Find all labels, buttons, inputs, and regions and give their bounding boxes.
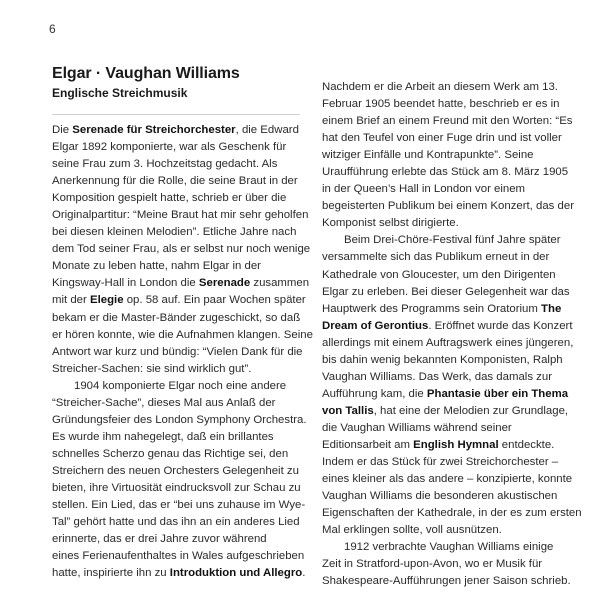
text-run: in der Queen’s Hall in London vor einem bbox=[322, 183, 526, 196]
text-line bbox=[52, 310, 300, 327]
bold-text: The bbox=[541, 302, 562, 315]
text-run: Mal erklingen sollte, voll ausnützen. bbox=[322, 524, 502, 537]
text-line bbox=[52, 548, 305, 565]
text-line bbox=[52, 531, 300, 548]
text-run: Komposition gespielt hatte, schrieb er über die bbox=[52, 192, 287, 205]
text-run: begeisterten Publikum bei einem Konzert, das der bbox=[322, 200, 575, 213]
text-line bbox=[322, 301, 580, 318]
text-run: seine Frau zum 3. Hochzeitstag gedacht. Als bbox=[52, 158, 278, 171]
text-line bbox=[322, 147, 580, 164]
text-run: eines Ferienaufenthaltes in Wales aufgeschrieben bbox=[52, 550, 305, 563]
bold-text: English Hymnal bbox=[413, 438, 499, 451]
text-run: Komponist selbst dirigierte. bbox=[322, 217, 459, 230]
text-run: Aufführung kam, die bbox=[322, 387, 427, 400]
text-line bbox=[322, 267, 580, 284]
text-run: Shakespeare-Aufführungen jener Saison schrieb. bbox=[322, 575, 571, 588]
text-line bbox=[52, 378, 300, 395]
text-line bbox=[52, 207, 309, 224]
bold-text: Serenade für Streichorchester bbox=[72, 124, 236, 136]
bold-text: Introduktion und Allegro bbox=[169, 567, 303, 580]
text-run: op. 58 auf. Ein paar Wochen später bbox=[123, 294, 306, 307]
text-line bbox=[52, 190, 300, 207]
left-column bbox=[52, 64, 313, 582]
text-line bbox=[322, 181, 580, 198]
text-line bbox=[52, 224, 300, 241]
text-run: “Streicher-Sache”, dieses Mal aus Anlaß der bbox=[52, 396, 276, 409]
text-line bbox=[322, 403, 580, 420]
text-line bbox=[322, 420, 580, 437]
text-run: Vaughan Williams. Das Werk, das damals zur bbox=[322, 370, 553, 383]
text-run: Indem er das Stück für zwei Streichorchester – bbox=[322, 456, 559, 469]
text-line bbox=[52, 480, 300, 497]
text-run: Uraufführung erlebte das Stück am 8. März 1905 bbox=[322, 166, 569, 179]
text-run: Originalpartitur: “Meine Braut hat mir sehr geholfen bbox=[52, 209, 309, 222]
text-line bbox=[52, 156, 300, 173]
text-line bbox=[322, 573, 580, 590]
bold-text: Phantasie über ein Thema bbox=[426, 387, 569, 400]
text-line bbox=[322, 505, 580, 522]
text-run: 1904 komponierte Elgar noch eine andere bbox=[74, 379, 287, 392]
text-line bbox=[52, 122, 300, 139]
text-run: Vaughan Williams die besonderen akustischen bbox=[322, 490, 558, 503]
text-run: bieten, ihre Virtuosität eindrucksvoll zur Schau zu bbox=[52, 481, 301, 494]
text-run: hat den Teufel von einer Fuge drin und ist voller bbox=[322, 132, 562, 145]
text-run: stellen. Ein Lied, das er “bei uns zuhause im Wye- bbox=[52, 499, 306, 512]
text-run: schnelles Scherzo genau das Richtige sei, den bbox=[52, 447, 289, 460]
bold-text: Elegie bbox=[89, 294, 124, 307]
text-line bbox=[52, 275, 310, 292]
text-line bbox=[322, 249, 580, 266]
text-line bbox=[322, 539, 580, 556]
text-run: Zeit in Stratford-upon-Avon, wo er Musik für bbox=[322, 558, 543, 571]
text-line bbox=[52, 241, 311, 258]
text-run: hatte, inspirierte ihn zu bbox=[52, 567, 170, 580]
text-run: versammelte sich das Publikum erneut in der bbox=[322, 251, 550, 264]
text-line bbox=[322, 522, 580, 539]
text-run: Hauptwerk des Programms sein Oratorium bbox=[322, 302, 542, 315]
text-run: Kingsway-Hall in London die bbox=[52, 277, 199, 290]
bold-text: Dream of Gerontius bbox=[322, 319, 429, 332]
text-run: Februar 1905 beendet hatte, beschrieb er es in bbox=[322, 98, 560, 111]
text-run: , die Edward bbox=[235, 124, 299, 136]
text-line bbox=[322, 386, 580, 403]
text-run: bekam er die Master-Bänder zugeschickt, so daß bbox=[52, 311, 301, 324]
text-run: zusammen bbox=[250, 277, 310, 290]
text-run: dem Tod seiner Frau, als er selbst nur noch wenige bbox=[52, 243, 311, 256]
text-run: Tal” gehört hatte und das ihn an ein anderes Lied bbox=[52, 516, 300, 529]
text-run: entdeckte. bbox=[498, 438, 555, 451]
text-run: Elgar zu erleben. Bei dieser Gelegenheit war das bbox=[322, 285, 570, 298]
bold-text: von Tallis bbox=[322, 404, 374, 417]
text-run: Streicher-Sachen: sie sind wirklich gut”. bbox=[52, 362, 252, 375]
article-subtitle: Englische Streichmusik bbox=[52, 86, 188, 100]
page-number: 6 bbox=[49, 22, 56, 36]
text-line bbox=[322, 79, 580, 96]
text-run: allerdings mit einem Auftragswerk eines jüngeren, bbox=[322, 336, 574, 349]
text-line bbox=[52, 429, 300, 446]
text-line bbox=[52, 565, 306, 582]
text-run: die Vaughan Williams während seiner bbox=[322, 421, 512, 434]
text-line bbox=[52, 292, 306, 309]
text-line bbox=[322, 352, 580, 369]
text-line bbox=[52, 497, 306, 514]
right-column-text bbox=[322, 79, 580, 590]
text-line bbox=[322, 130, 580, 147]
article-title: Elgar · Vaughan Williams bbox=[52, 65, 240, 82]
text-line bbox=[322, 335, 580, 352]
text-run: mit der bbox=[52, 294, 90, 307]
text-run: Elgar 1892 komponierte, war als Geschenk für bbox=[52, 141, 287, 154]
text-line bbox=[322, 215, 580, 232]
text-line bbox=[322, 164, 580, 181]
text-run: witziger Einfälle und Kontrapunkte”. Seine bbox=[322, 149, 534, 162]
text-run: einem Brief an einem Freund mit den Worten: “Es bbox=[322, 115, 573, 128]
text-line bbox=[52, 139, 300, 156]
text-line bbox=[322, 198, 580, 215]
text-line bbox=[322, 318, 580, 335]
text-line bbox=[52, 446, 300, 463]
text-run: Beim Drei-Chöre-Festival fünf Jahre später bbox=[344, 234, 561, 247]
text-run: , hat eine der Melodien zur Grundlage, bbox=[373, 404, 569, 417]
text-run: Die bbox=[52, 124, 73, 136]
text-line bbox=[322, 471, 580, 488]
text-line bbox=[322, 113, 580, 130]
text-line bbox=[322, 454, 580, 471]
text-line bbox=[322, 96, 580, 113]
text-line bbox=[52, 327, 313, 344]
left-column-text bbox=[52, 122, 313, 582]
text-line bbox=[52, 344, 303, 361]
text-run: bei diesen kleinen Melodien”. Etliche Jahre nach bbox=[52, 226, 297, 239]
text-line bbox=[52, 463, 300, 480]
text-run: er hören konnte, wie die Aufnahmen klangen. Seine bbox=[52, 328, 313, 341]
text-run: . bbox=[302, 567, 306, 580]
text-line bbox=[52, 395, 300, 412]
text-line bbox=[52, 361, 300, 378]
text-run: Antwort war kurz und bündig: “Vielen Dank für die bbox=[52, 345, 303, 358]
text-run: Es wurde ihm nahegelegt, daß ein brillantes bbox=[52, 430, 274, 443]
text-line bbox=[322, 284, 580, 301]
text-line bbox=[52, 173, 300, 190]
text-line bbox=[322, 488, 580, 505]
text-run: bis dahin wenig bekannten Komponisten, Ralph bbox=[322, 353, 563, 366]
text-run: erinnerte, das er drei Jahre zuvor während bbox=[52, 533, 267, 546]
text-run: Gründungsfeier des London Symphony Orchestra. bbox=[52, 413, 307, 426]
text-run: . Eröffnet wurde das Konzert bbox=[428, 319, 573, 332]
text-run: eines kleiner als das andere – konzipierte, konnte bbox=[322, 473, 573, 486]
text-run: Eigenschaften der Kathedrale, in der es zum ersten bbox=[322, 507, 582, 520]
subtitle-divider bbox=[52, 114, 300, 115]
text-line bbox=[322, 369, 580, 386]
bold-text: Serenade bbox=[198, 277, 251, 290]
text-run: Monate zu leben hatte, nahm Elgar in der bbox=[52, 260, 261, 273]
text-line bbox=[52, 258, 300, 275]
text-run: Streichern des neuen Orchesters Gelegenheit zu bbox=[52, 464, 299, 477]
text-line bbox=[52, 412, 307, 429]
text-run: Nachdem er die Arbeit an diesem Werk am 13. bbox=[322, 81, 558, 93]
right-column bbox=[322, 79, 580, 590]
text-line bbox=[322, 232, 580, 249]
text-line bbox=[322, 437, 580, 454]
text-run: Kathedrale von Gloucester, um den Dirigenten bbox=[322, 268, 556, 281]
text-run: Editionsarbeit am bbox=[322, 438, 414, 451]
text-run: 1912 verbrachte Vaughan Williams einige bbox=[344, 541, 554, 554]
text-line bbox=[52, 514, 300, 531]
text-run: Anerkennung für die Rolle, die seine Braut in der bbox=[52, 175, 298, 188]
text-line bbox=[322, 556, 580, 573]
